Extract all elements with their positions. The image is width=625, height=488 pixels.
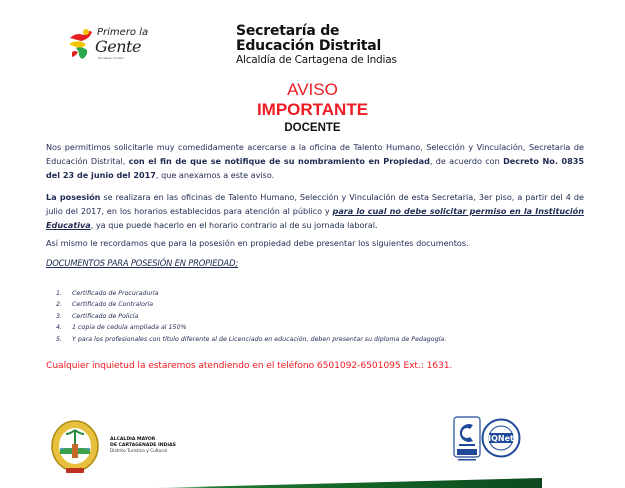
documents-list bbox=[56, 288, 446, 345]
p1-text2: , de acuerdo con bbox=[429, 156, 504, 166]
title-docente: DOCENTE bbox=[284, 122, 341, 134]
footer-green-band bbox=[150, 478, 542, 488]
paragraph-posesion bbox=[46, 190, 584, 232]
secretaria-line1: Secretaría de bbox=[236, 23, 340, 39]
footer-org bbox=[110, 437, 176, 455]
p1-bold1: con el fin de que se notifique de su nombramiento en Propiedad bbox=[128, 156, 430, 166]
p2-bold1: La posesión bbox=[46, 192, 101, 202]
footer-org-line3: Distrito Turístico y Cultural bbox=[110, 449, 168, 454]
list-item: 1. Certificado de Procuraduría bbox=[56, 290, 159, 297]
p2-underlined: para lo cual no debe solicitar permiso en la Institución Educativa bbox=[46, 206, 584, 230]
list-item: 4. 1 copia de cedula ampliada al 150% bbox=[56, 324, 187, 332]
paragraph-reminder: Así mismo le recordamos que para la posesión en propiedad debe presentar los siguientes documentos. bbox=[46, 238, 469, 248]
contact-info: Cualquier inquietud la estaremos atendiendo en el teléfono 6501092-6501095 Ext.: 1631. bbox=[46, 360, 453, 371]
svg-text:IQNet: IQNet bbox=[488, 434, 514, 443]
p1-decree: Decreto No. 0835 del 23 de junio del 2017 bbox=[46, 156, 584, 180]
iqnet-cert-icon bbox=[481, 418, 521, 458]
list-item: 3. Certificado de Policía bbox=[56, 312, 139, 320]
title-importante: IMPORTANTE bbox=[256, 100, 369, 119]
secretaria-educacion-logo bbox=[236, 24, 397, 66]
escudo-cartagena-seal-icon bbox=[50, 420, 100, 476]
logo-line1: Primero la bbox=[97, 27, 149, 38]
paragraph-notification bbox=[46, 140, 584, 182]
documents-heading: DOCUMENTOS PARA POSESIÓN EN PROPIEDAD; bbox=[46, 258, 238, 268]
footer-org-line1: ALCALDIA MAYOR bbox=[110, 437, 156, 442]
p2-text1: se realizara en las oficinas de Talento Humano, Selección y Vinculación de esta Secretaria, 3er piso, a partir del 4 de julio del 2017, en los horarios establecidos para atención al público y bbox=[46, 192, 585, 216]
primero-la-gente-logo bbox=[66, 26, 149, 60]
secretaria-line3: Alcaldía de Cartagena de Indias bbox=[236, 54, 397, 66]
secretaria-line2: Educación Distrital bbox=[236, 38, 382, 54]
list-item: 5. Y para los profesionales con título diferente al de Licenciado en educación, deben presentar su diploma de Pedagogía. bbox=[56, 335, 447, 343]
primero-la-gente-figure-icon bbox=[66, 26, 96, 60]
p1-text3: , que anexamos a este aviso. bbox=[155, 170, 275, 180]
icontec-cert-icon bbox=[453, 416, 481, 462]
list-item: 2. Certificado de Contraloría bbox=[56, 301, 154, 309]
logo-line2: Gente bbox=[95, 37, 141, 56]
title-aviso: AVISO bbox=[287, 80, 338, 99]
footer-org-line2: DE CARTAGENADE INDIAS bbox=[110, 443, 176, 448]
logo-tagline: Haciendo Ciudad bbox=[98, 56, 124, 60]
p1-text1: Nos permitimos solicitarle muy comedidamente acercarse a la oficina de Talento Humano, Selección y Vinculación, Secretaria de Educación Distrital, bbox=[46, 142, 584, 166]
p2-text2: , ya que puede hacerlo en el horario contrario al de su jornada laboral. bbox=[90, 220, 378, 230]
